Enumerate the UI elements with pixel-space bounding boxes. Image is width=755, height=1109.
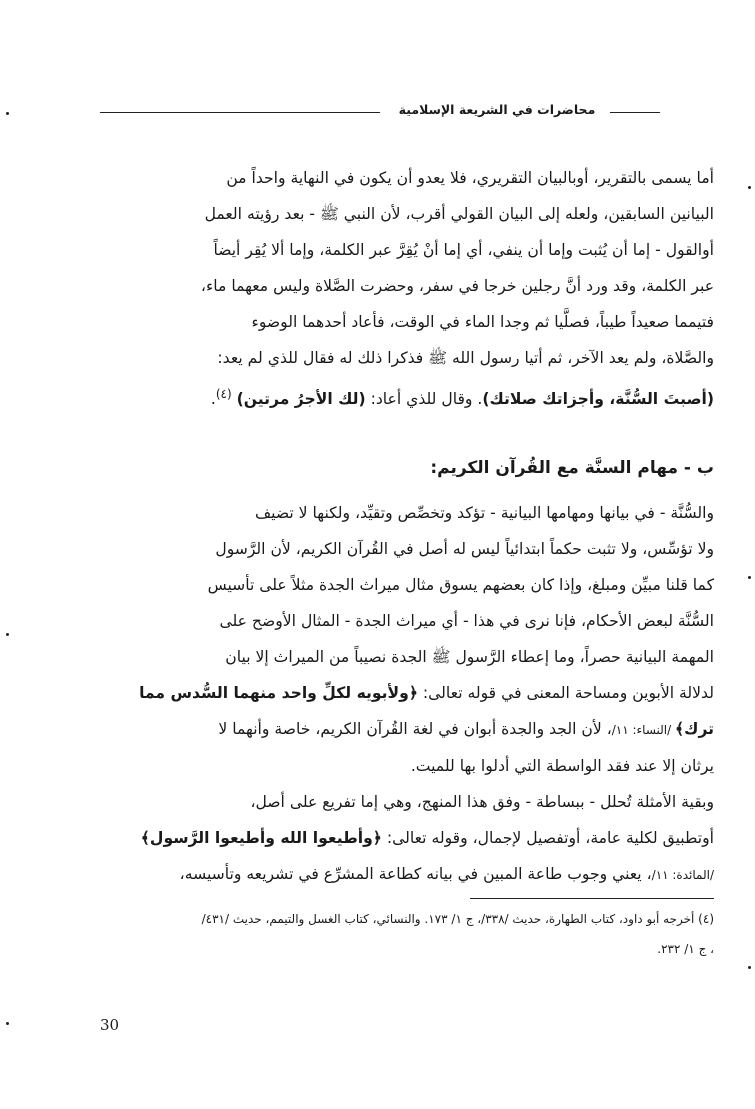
- footnote: [100, 904, 714, 964]
- footnote-line: ، ج ١/ ٢٣٢.: [657, 942, 714, 956]
- text-line: أما يسمى بالتقرير، أوبالبيان التقريري، فلا يعدو أن يكون في النهاية واحداً من: [226, 169, 714, 187]
- text-span: ، يعني وجوب طاعة المبين في بيانه كطاعة المشرِّع في تشريعه وتأسيسه،: [179, 865, 652, 883]
- text-line: أوالقول - إما أن يُثبت وإما أن ينفي، أي إما أنْ يُقِرَّ عبر الكلمة، وإما ألا يُقِر أيضاً: [213, 241, 714, 259]
- running-header: [100, 96, 660, 126]
- text-span: لدلالة الأبوين ومساحة المعنى في قوله تعالى:: [417, 684, 714, 702]
- text-span: ، لأن الجد والجدة أبوان في لغة القُرآن الكريم، خاصة وأنهما لا: [218, 720, 612, 738]
- running-title: محاضرات في الشريعة الإسلامية: [398, 102, 596, 117]
- text-line: [100, 820, 714, 856]
- margin-mark: [748, 966, 751, 969]
- text-line: والسُّنَّة - في بيانها ومهامها البيانية - تؤكد وتخصِّص وتقيِّد، ولكنها لا تضيف: [254, 504, 714, 522]
- verse-reference: /المائدة: ١١/: [651, 868, 714, 882]
- margin-mark: [748, 186, 751, 189]
- verse-reference: /النساء: ١١/: [611, 723, 676, 737]
- text-line: ولا تؤسِّس، ولا تثبت حكماً ابتدائياً ليس له أصل في القُرآن الكريم، لأن الرَّسول: [215, 540, 714, 558]
- text-span: . وقال للذي أعاد:: [365, 390, 483, 409]
- section-2-paragraph: [100, 495, 714, 893]
- header-rule-right: [610, 112, 660, 113]
- margin-mark: [6, 1022, 9, 1025]
- section-1-paragraph: [100, 160, 714, 417]
- section-heading: ب - مهام السنَّة مع القُرآن الكريم:: [430, 458, 714, 478]
- text-line: فتيمما صعيداً طيباً، فصلَّيا ثم وجدا الماء في الوقت، فأعاد أحدهما الوضوء: [251, 313, 714, 331]
- text-line: البيانين السابقين، ولعله إلى البيان القولي أقرب، لأن النبي ﷺ - بعد رؤيته العمل: [204, 205, 714, 223]
- text-line: كما قلنا مبيِّن ومبلغ، وإذا كان بعضهم يسوق مثال ميراث الجدة مثلاً على تأسيس: [207, 576, 714, 594]
- footnote-divider: [470, 898, 714, 899]
- text-line: المهمة البيانية حصراً، وما إعطاء الرَّسول ﷺ الجدة نصيباً من الميراث إلا بيان: [225, 648, 714, 666]
- header-rule-left: [100, 112, 380, 113]
- page-number: 30: [100, 1016, 120, 1034]
- text-line: عبر الكلمة، وقد ورد أنَّ رجلين خرجا في سفر، وحضرت الصَّلاة وليس معهما ماء،: [200, 277, 714, 295]
- footnote-line: (٤) أخرجه أبو داود، كتاب الطهارة، حديث /٣٣٨/، ج ١/ ١٧٣. والنسائي، كتاب الغسل والتيمم، حديث /٤٣١/: [201, 912, 714, 926]
- hadith-quote: (لك الأجرُ مرتين): [236, 390, 366, 409]
- quran-quote: ﴿وأطيعوا الله وأطيعوا الرَّسول﴾: [140, 829, 382, 847]
- margin-mark: [6, 112, 9, 115]
- quran-quote: ﴿ولأبويه لكلِّ واحد منهما السُّدس مما: [139, 684, 418, 702]
- hadith-quote: (أصبتَ السُّنَّة، وأجزاتك صلاتك): [482, 390, 714, 409]
- text-line: والصَّلاة، ولم يعد الآخر، ثم أتيا رسول الله ﷺ فذكرا ذلك له فقال للذي لم يعد:: [217, 349, 714, 367]
- quran-quote: ترك﴾: [675, 720, 714, 738]
- text-span: .: [210, 390, 216, 409]
- margin-mark: [6, 633, 9, 636]
- text-line: [100, 675, 714, 711]
- text-line: [100, 856, 714, 893]
- footnote-ref: (٤): [215, 387, 232, 401]
- text-span: أوتطبيق لكلية عامة، أوتفصيل لإجمال، وقوله تعالى:: [381, 829, 714, 847]
- text-line: وبقية الأمثلة تُحلل - ببساطة - وفق هذا المنهج، وهي إما تفريع على أصل،: [250, 793, 714, 811]
- text-line: [100, 376, 714, 417]
- text-line: [100, 711, 714, 748]
- text-line: يرثان إلا عند فقد الواسطة التي أدلوا بها للميت.: [410, 757, 714, 775]
- margin-mark: [748, 576, 751, 579]
- text-line: السُّنَّة لبعض الأحكام، فإنا نرى في هذا - أي ميراث الجدة - المثال الأوضح على: [219, 612, 714, 630]
